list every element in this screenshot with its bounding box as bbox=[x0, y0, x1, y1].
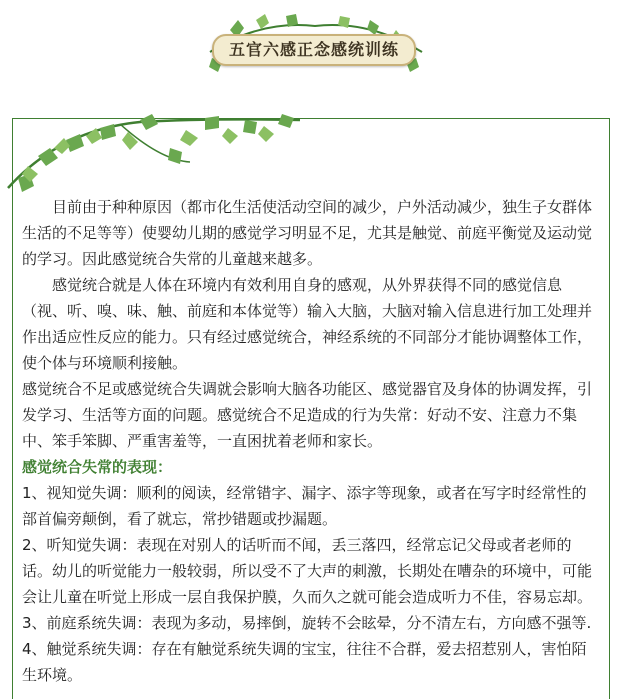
list-item: 2、听知觉失调：表现在对别人的话听而不闻，丢三落四，经常忘记父母或者老师的话。幼儿的听觉能力一般较弱，所以受不了大声的刺激，长期处在嘈杂的环境中，可能会让儿童在听觉上形成一层自我保护膜，久而久之就可能会造成听力不佳，容易忘却。 bbox=[22, 536, 593, 606]
title-banner bbox=[190, 12, 440, 74]
paragraph: 目前由于种种原因（都市化生活使活动空间的减少，户外活动减少，独生子女群体生活的不足等等）使婴幼儿期的感觉学习明显不足，尤其是触觉、前庭平衡觉及运动觉的学习。因此感觉统合失常的儿童越来越多。 bbox=[22, 198, 593, 268]
paragraph: 感觉统合就是人体在环境内有效利用自身的感观，从外界获得不同的感觉信息（视、听、嗅、味、触、前庭和本体觉等）输入大脑，大脑对输入信息进行加工处理并作出适应性反应的能力。只有经过感觉统合，神经系统的不同部分才能协调整体工作，使个体与环境顺利接触。 bbox=[22, 276, 593, 372]
page-title: 五官六感正念感统训练 bbox=[212, 34, 416, 66]
article-body bbox=[22, 194, 596, 688]
section-heading: 感觉统合失常的表现： bbox=[22, 458, 173, 476]
list-item: 3、前庭系统失调：表现为多动，易摔倒，旋转不会眩晕，分不清左右，方向感不强等. bbox=[22, 614, 592, 632]
ivy-vine-decoration bbox=[0, 100, 320, 195]
paragraph: 感觉统合不足或感觉统合失调就会影响大脑各功能区、感觉器官及身体的协调发挥，引发学习、生活等方面的问题。感觉统合不足造成的行为失常：好动不安、注意力不集中、笨手笨脚、严重害羞等，一直困扰着老师和家长。 bbox=[22, 380, 593, 450]
list-item: 4、触觉系统失调：存在有触觉系统失调的宝宝，往往不合群，爱去招惹别人，害怕陌生环境。 bbox=[22, 640, 587, 684]
list-item: 1、视知觉失调：顺利的阅读，经常错字、漏字、添字等现象，或者在写字时经常性的部首偏旁颠倒，看了就忘，常抄错题或抄漏题。 bbox=[22, 484, 587, 528]
